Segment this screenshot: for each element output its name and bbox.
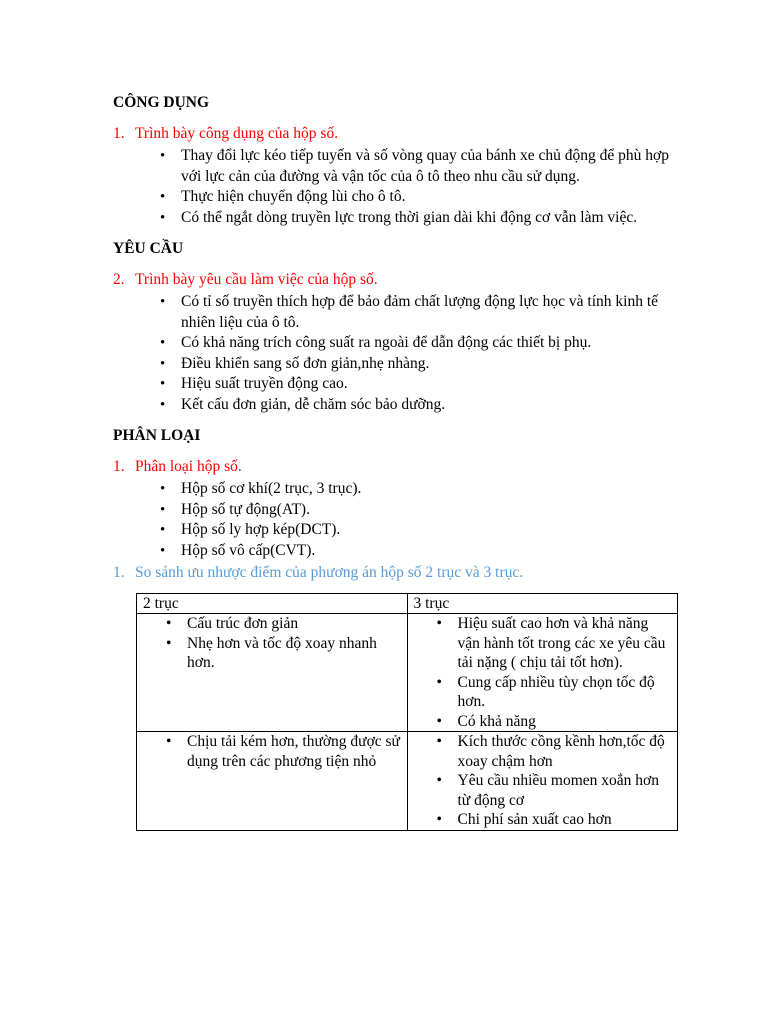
list-item: • Có khả năng trích công suất ra ngoài để dẫn động các thiết bị phụ. [181, 333, 673, 354]
comparison-table [136, 593, 678, 831]
list-item: • Điều khiển sang số đơn giản,nhẹ nhàng. [181, 354, 673, 375]
list-item: • Có tỉ số truyền thích hợp để bảo đảm chất lượng động lực học và tính kinh tế nhiên liệu của ô tô. [181, 292, 673, 333]
section-heading-yeu-cau: YÊU CẦU [113, 240, 184, 257]
list-item: • Yêu cầu nhiều momen xoắn hơn từ động cơ [458, 771, 672, 810]
table-cell [407, 732, 678, 831]
table-header-3-truc: 3 trục [407, 594, 678, 614]
table-header-2-truc: 2 trục [137, 594, 408, 614]
cell-bullet-list [414, 614, 672, 731]
list-item: • Thay đổi lực kéo tiếp tuyến và số vòng quay của bánh xe chủ động để phù hợp với lực cản của đường và vận tốc của ô tô theo nhu cầu sử dụng. [181, 146, 671, 187]
table-cell [137, 614, 408, 732]
table-header-row [137, 594, 678, 614]
question-text: Phân loại hộp số. [135, 458, 242, 475]
bullet-list-yeu-cau [181, 292, 673, 415]
list-item: • Kết cấu đơn giản, dễ chăm sóc bảo dưỡng. [181, 395, 673, 416]
question-number: 2. [113, 271, 125, 288]
list-item: • Chi phí sản xuất cao hơn [458, 810, 672, 830]
table-cell [407, 614, 678, 732]
list-item: • Thực hiện chuyển động lùi cho ô tô. [181, 187, 671, 208]
cell-bullet-list [143, 614, 401, 673]
list-item: • Hộp số cơ khí(2 trục, 3 trục). [181, 479, 681, 500]
question-phan-loai [113, 458, 242, 476]
list-item: • Có thể ngắt dòng truyền lực trong thời gian dài khi động cơ vẫn làm việc. [181, 208, 671, 229]
question-yeu-cau [113, 271, 378, 289]
section-heading-phan-loai: PHÂN LOẠI [113, 427, 201, 444]
list-item: • Cung cấp nhiều tùy chọn tốc độ hơn. [458, 673, 672, 712]
table-row [137, 732, 678, 831]
question-number: 1. [113, 125, 125, 142]
question-cong-dung [113, 125, 338, 143]
question-number: 1. [113, 458, 125, 475]
list-item: • Hộp số tự động(AT). [181, 500, 681, 521]
table-cell [137, 732, 408, 831]
question-compare [113, 564, 523, 582]
list-item: • Cấu trúc đơn giản [187, 614, 401, 634]
table-row [137, 614, 678, 732]
bullet-list-phan-loai [181, 479, 681, 561]
cell-bullet-list [414, 732, 672, 830]
cell-bullet-list [143, 732, 401, 771]
question-text: Trình bày công dụng của hộp số. [135, 125, 339, 142]
question-text: So sánh ưu nhược điểm của phương án hộp số 2 trục và 3 trục. [135, 564, 524, 581]
list-item: • Hộp số vô cấp(CVT). [181, 541, 681, 562]
question-text: Trình bày yêu cầu làm việc của hộp số. [135, 271, 378, 288]
question-number: 1. [113, 564, 125, 581]
list-item: • Hiệu suất truyền động cao. [181, 374, 673, 395]
list-item: • Kích thước cồng kềnh hơn,tốc độ xoay chậm hơn [458, 732, 672, 771]
list-item: • Hộp số ly hợp kép(DCT). [181, 520, 681, 541]
list-item: • Có khả năng [458, 712, 672, 732]
bullet-list-cong-dung [181, 146, 671, 228]
list-item: • Nhẹ hơn và tốc độ xoay nhanh hơn. [187, 634, 401, 673]
section-heading-cong-dung: CÔNG DỤNG [113, 94, 210, 111]
list-item: • Chịu tải kém hơn, thường được sử dụng trên các phương tiện nhỏ [187, 732, 401, 771]
list-item: • Hiệu suất cao hơn và khả năng vận hành tốt trong các xe yêu cầu tải nặng ( chịu tải tốt hơn). [458, 614, 672, 673]
